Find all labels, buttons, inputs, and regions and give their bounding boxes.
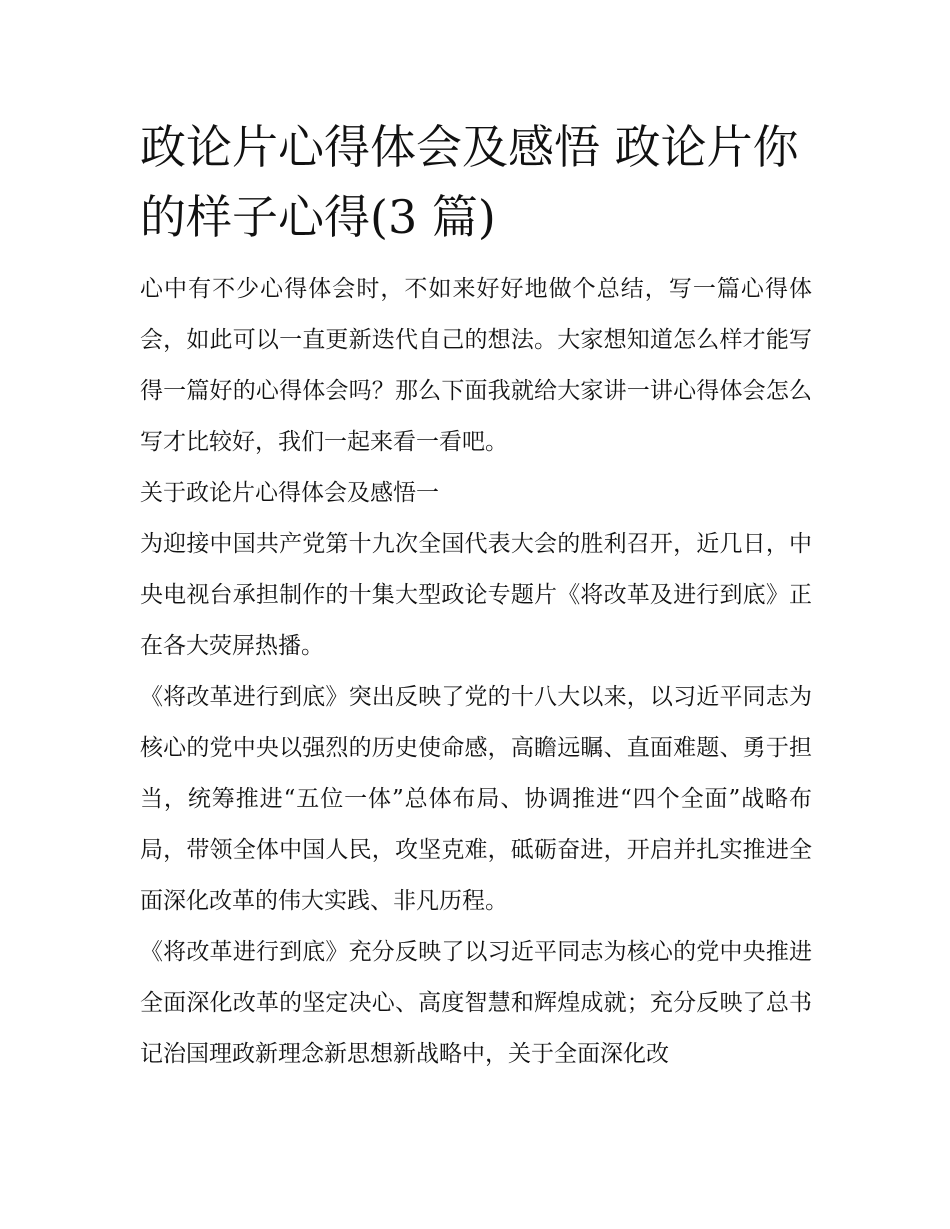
body-paragraph-3: 《将改革进行到底》充分反映了以习近平同志为核心的党中央推进全面深化改革的坚定决心、高度智慧和辉煌成就；充分反映了总书记治国理政新理念新思想新战略中，关于全面深化改 [140,939,812,1067]
body-paragraph-1: 为迎接中国共产党第十九次全国代表大会的胜利召开，近几日，中央电视台承担制作的十集大型政论专题片《将改革及进行到底》正在各大荧屏热播。 [140,531,812,659]
intro-paragraph: 心中有不少心得体会时，不如来好好地做个总结，写一篇心得体会，如此可以一直更新迭代自己的想法。大家想知道怎么样才能写得一篇好的心得体会吗？那么下面我就给大家讲一讲心得体会怎么写才比较好，我们一起来看一看吧。 [140,276,812,455]
section-heading: 关于政论片心得体会及感悟一 [140,480,439,506]
document-title: 政论片心得体会及感悟 政论片你的样子心得(3 篇) [140,120,799,244]
title-spacer [140,252,812,264]
body-paragraph-2: 《将改革进行到底》突出反映了党的十八大以来，以习近平同志为核心的党中央以强烈的历史使命感，高瞻远瞩、直面难题、勇于担当，统筹推进“五位一体”总体布局、协调推进“四个全面”战略布局，带领全体中国人民，攻坚克难，砥砺奋进，开启并扎实推进全面深化改革的伟大实践、非凡历程。 [140,684,812,914]
document-content [140,112,812,1080]
